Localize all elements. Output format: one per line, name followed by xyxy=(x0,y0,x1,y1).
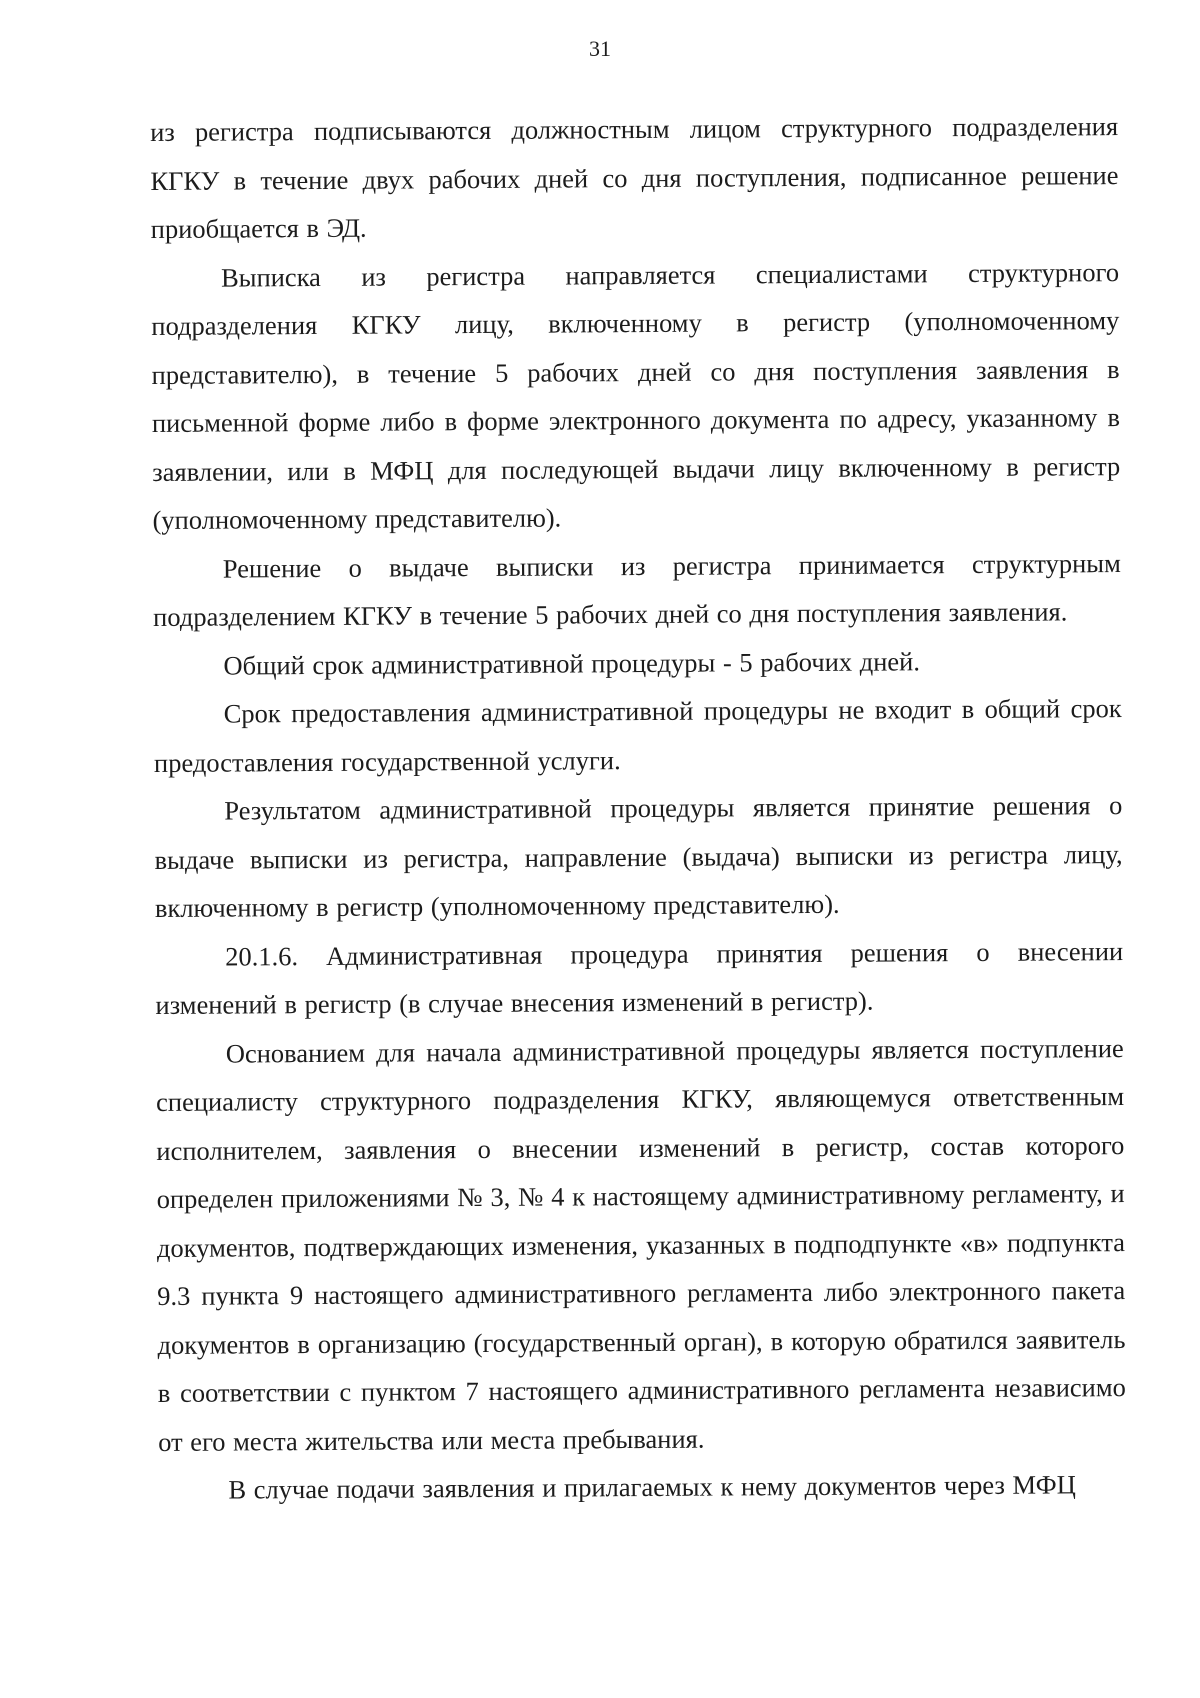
paragraph-procedure-result: Результатом административной процедуры является принятие решения о выдаче выписки из регистра, направление (выдача) выписки из регистра лицу, включенному в регистр (уполномоченному представителю). xyxy=(154,790,1123,923)
paragraph-extract-decision: Решение о выдаче выписки из регистра принимается структурным подразделением КГКУ в течение 5 рабочих дней со дня поступления заявления. xyxy=(153,547,1121,632)
page-number: 31 xyxy=(589,36,611,61)
section-heading-20-1-6: 20.1.6. Административная процедура принятия решения о внесении изменений в регистр (в случае внесения изменений в регистр). xyxy=(155,935,1124,1020)
paragraph-procedure-basis: Основанием для начала административной процедуры является поступление специалисту структурного подразделения КГКУ, являющемуся ответственным исполнителем, заявления о внесении изменений в регистр, состав которого определен приложениями № 3, № 4 к настоящему административному регламенту, и документов, подтверждающих изменения, указанных в подподпункте «в» подпункта 9.3 пункта 9 настоящего административного регламента либо электронного пакета документов в организацию (государственный орган), в которую обратился заявитель в соответствии с пунктом 7 настоящего административного регламента независимо от его места жительства или места пребывания. xyxy=(155,1032,1126,1457)
document-body xyxy=(150,102,1127,1514)
paragraph-term-note: Срок предоставления административной процедуры не входит в общий срок предоставления государственной услуги. xyxy=(153,693,1122,778)
paragraph-signing-decision: из регистра подписываются должностным лицом структурного подразделения КГКУ в течение двух рабочих дней со дня поступления, подписанное решение приобщается в ЭД. xyxy=(150,111,1119,244)
paragraph-mfc-submission: В случае подачи заявления и прилагаемых к нему документов через МФЦ xyxy=(228,1469,1076,1505)
paragraph-total-term: Общий срок административной процедуры - 5 рабочих дней. xyxy=(223,645,921,681)
paragraph-extract-sending: Выписка из регистра направляется специалистами структурного подразделения КГКУ лицу, включенному в регистр (уполномоченному представителю), в течение 5 рабочих дней со дня поступления заявления в письменной форме либо в форме электронного документа по адресу, указанному в заявлении, или в МФЦ для последующей выдачи лицу включенному в регистр (уполномоченному представителю). xyxy=(151,256,1121,535)
